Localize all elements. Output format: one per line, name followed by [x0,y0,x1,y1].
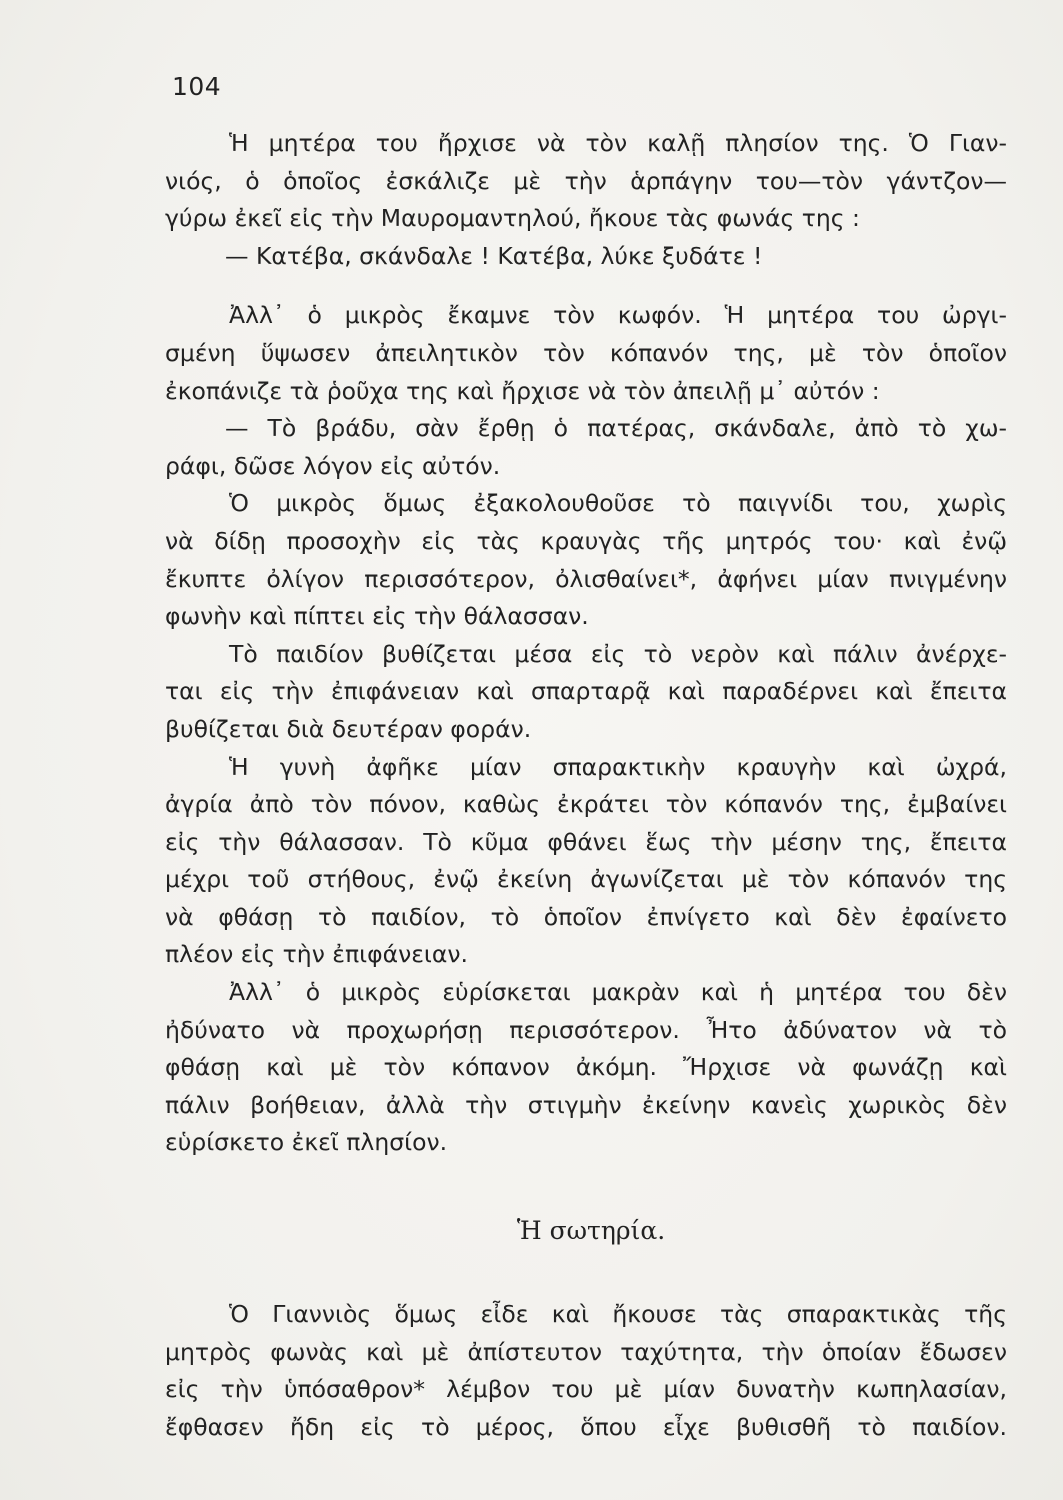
paragraph [165,297,1007,410]
text-line: νὰ δίδῃ προσοχὴν εἰς τὰς κραυγὰς τῆς μητρός του· καὶ ἐνῷ [165,526,1007,555]
paragraph [165,410,1007,485]
text-line: νὰ φθάσῃ τὸ παιδίον, τὸ ὁποῖον ἐπνίγετο καὶ δὲν ἐφαίνετο [165,902,1007,931]
text-line: πάλιν βοήθειαν, ἀλλὰ τὴν στιγμὴν ἐκείνην κανεὶς χωρικὸς δὲν [165,1090,1007,1119]
text-line: νιός, ὁ ὁποῖος ἐσκάλιζε μὲ τὴν ἁρπάγην του—τὸν γάντζον— [165,166,1007,195]
text-line: Τὸ παιδίον βυθίζεται μέσα εἰς τὸ νερὸν καὶ πάλιν ἀνέρχε- [229,639,1007,668]
text-line: πλέον εἰς τὴν ἐπιφάνειαν. [165,940,468,969]
text-line: ἐκοπάνιζε τὰ ῥοῦχα της καὶ ἤρχισε νὰ τὸν ἀπειλῇ μ᾽ αὐτόν : [165,376,880,405]
text-line: ράφι, δῶσε λόγον εἰς αὐτόν. [165,451,501,480]
body-text [165,125,1007,1446]
text-line: εἰς τὴν θάλασσαν. Τὸ κῦμα φθάνει ἕως τὴν μέσην της, ἔπειτα [165,827,1007,856]
paragraph [165,974,1007,1162]
text-line: Ἡ γυνὴ ἀφῆκε μίαν σπαρακτικὴν κραυγὴν καὶ ὠχρά, [229,752,1007,781]
section-heading: Ἡ σωτηρία. [516,1216,666,1246]
paragraph [165,238,1007,276]
text-line: ἔφθασεν ἤδη εἰς τὸ μέρος, ὅπου εἶχε βυθισθῆ τὸ παιδίον. [165,1412,1007,1441]
paragraph [165,1296,1007,1446]
text-line: Ἡ μητέρα του ἤρχισε νὰ τὸν καλῇ πλησίον της. Ὁ Γιαν- [229,129,1007,157]
text-line: Ἀλλ᾽ ὁ μικρὸς ἔκαμνε τὸν κωφόν. Ἡ μητέρα του ὠργι- [229,301,1007,330]
paragraph [165,636,1007,749]
text-line: μέχρι τοῦ στήθους, ἐνῷ ἐκείνη ἀγωνίζεται μὲ τὸν κόπανόν της [165,865,1007,894]
paragraph [165,749,1007,975]
text-line: ἔκυπτε ὀλίγον περισσότερον, ὀλισθαίνει*, ἀφήνει μίαν πνιγμένην [165,564,1007,593]
paragraph [165,485,1007,635]
text-line: — Κατέβα, σκάνδαλε ! Κατέβα, λύκε ξυδάτε ! [225,241,763,270]
text-line: Ὁ Γιαννιὸς ὅμως εἶδε καὶ ἤκουσε τὰς σπαρακτικὰς τῆς [229,1300,1007,1329]
text-line: βυθίζεται διὰ δευτέραν φοράν. [165,714,532,743]
text-line: Ἀλλ᾽ ὁ μικρὸς εὑρίσκεται μακρὰν καὶ ἡ μητέρα του δὲν [229,978,1007,1007]
text-line: — Τὸ βράδυ, σὰν ἔρθῃ ὁ πατέρας, σκάνδαλε, ἀπὸ τὸ χω- [225,414,1007,443]
text-line: εἰς τὴν ὑπόσαθρον* λέμβον του μὲ μίαν δυνατὴν κωπηλασίαν, [165,1375,1007,1404]
text-line: μητρὸς φωνὰς καὶ μὲ ἀπίστευτον ταχύτητα, τὴν ὁποίαν ἔδωσεν [165,1337,1007,1366]
text-line: Ὁ μικρὸς ὅμως ἐξακολουθοῦσε τὸ παιγνίδι του, χωρὶς [229,489,1007,518]
text-line: φθάσῃ καὶ μὲ τὸν κόπανον ἀκόμη. Ἤρχισε νὰ φωνάζῃ καὶ [165,1053,1007,1082]
text-line: εὑρίσκετο ἐκεῖ πλησίον. [165,1128,448,1157]
paragraph [165,125,1007,238]
text-line: ἠδύνατο νὰ προχωρήσῃ περισσότερον. Ἦτο ἀδύνατον νὰ τὸ [165,1015,1007,1044]
text-line: φωνὴν καὶ πίπτει εἰς τὴν θάλασσαν. [165,602,589,631]
text-line: γύρω ἐκεῖ εἰς τὴν Μαυρομαντηλού, ἤκουε τὰς φωνάς της : [165,204,860,233]
text-line: ται εἰς τὴν ἐπιφάνειαν καὶ σπαρταρᾷ καὶ παραδέρνει καὶ ἔπειτα [165,677,1007,706]
text-line: σμένη ὕψωσεν ἀπειλητικὸν τὸν κόπανόν της, μὲ τὸν ὁποῖον [165,338,1007,367]
page-number: 104 [172,72,222,101]
text-line: ἀγρία ἀπὸ τὸν πόνον, καθὼς ἐκράτει τὸν κόπανόν της, ἐμβαίνει [165,790,1007,819]
